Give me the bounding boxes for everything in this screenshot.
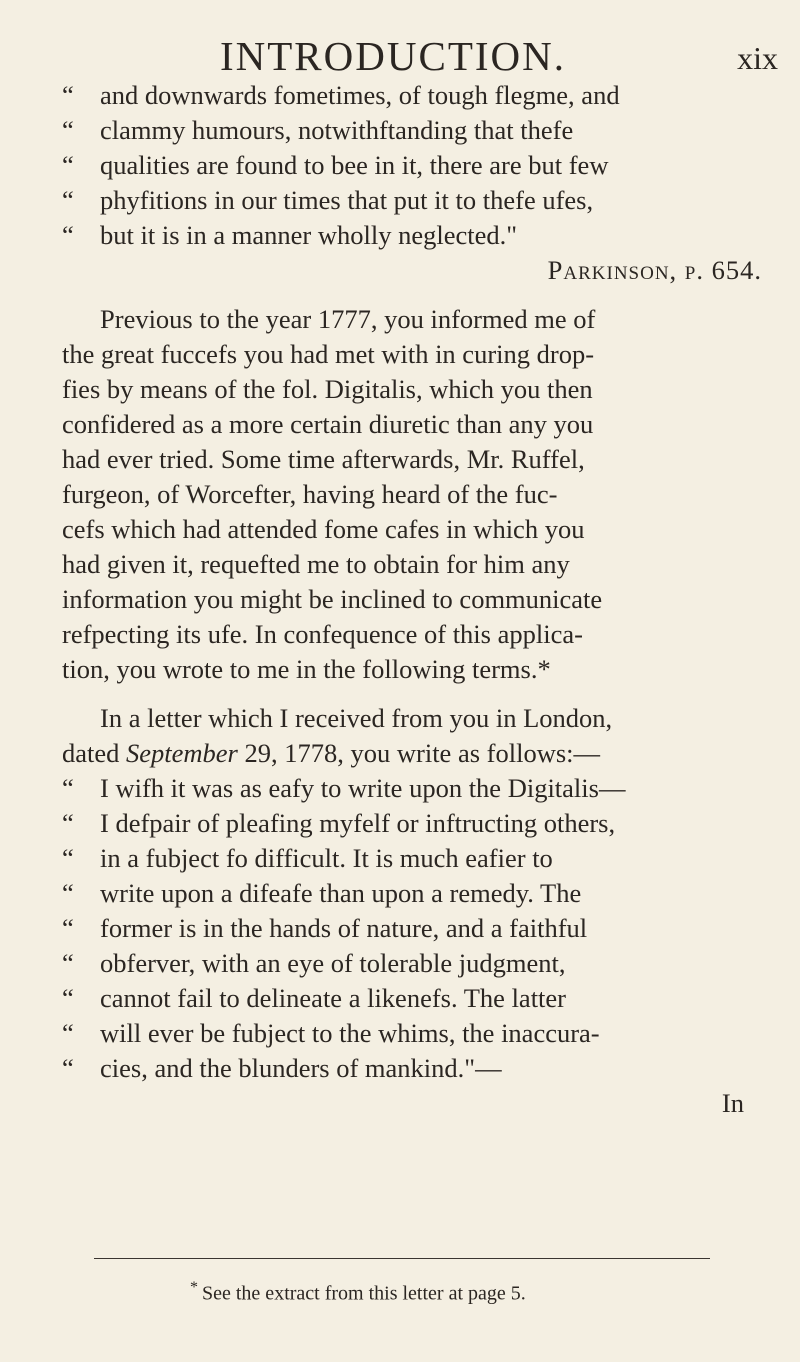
text-line: dated September 29, 1778, you write as follows:— — [62, 738, 601, 768]
text-line: the great fuccefs you had met with in curing drop- — [62, 339, 595, 369]
text-line: had ever tried. Some time afterwards, Mr. Ruffel, — [62, 444, 585, 474]
italic-date: September — [126, 738, 238, 768]
quote-line: “ qualities are found to bee in it, there are but few — [62, 150, 609, 180]
quote-attribution: Parkinson, p. 654. — [547, 255, 762, 285]
running-header — [60, 34, 800, 78]
quote-line: “ clammy humours, notwithftanding that thefe — [62, 115, 574, 145]
text-line: cefs which had attended fome cafes in which you — [62, 514, 585, 544]
quote-line: “ cies, and the blunders of mankind."— — [62, 1053, 502, 1083]
text-line: furgeon, of Worcefter, having heard of the fuc- — [62, 479, 558, 509]
quote-line: “ and downwards fometimes, of tough flegme, and — [62, 80, 620, 110]
paragraph — [62, 302, 790, 687]
quote-line: “ I defpair of pleafing myfelf or inftructing others, — [62, 808, 616, 838]
quote-line: “ phyfitions in our times that put it to thefe ufes, — [62, 185, 594, 215]
page-number: xix — [737, 40, 778, 76]
text-line: fies by means of the fol. Digitalis, which you then — [62, 374, 593, 404]
quote-line: “ obferver, with an eye of tolerable judgment, — [62, 948, 566, 978]
body-text — [62, 78, 790, 1121]
quote-line: “ write upon a difeafe than upon a remedy. The — [62, 878, 582, 908]
text-line: tion, you wrote to me in the following terms.* — [62, 654, 551, 684]
footnote-text: See the extract from this letter at page 5. — [202, 1282, 526, 1305]
footnote — [190, 1275, 750, 1307]
quote-line: “ former is in the hands of nature, and a faithful — [62, 913, 588, 943]
footnote-rule — [94, 1258, 710, 1259]
quote-line: “ but it is in a manner wholly neglected." — [62, 220, 518, 250]
catchword: In — [721, 1088, 744, 1118]
footnote-marker: * — [190, 1279, 198, 1296]
text-line: In a letter which I received from you in London, — [100, 703, 613, 733]
quote-line: “ cannot fail to delineate a likenefs. The latter — [62, 983, 567, 1013]
quote-line: “ will ever be fubject to the whims, the inaccura- — [62, 1018, 600, 1048]
page-title: INTRODUCTION. — [220, 33, 566, 79]
text-line: refpecting its ufe. In confequence of this applica- — [62, 619, 583, 649]
quote-line: “ I wifh it was as eafy to write upon the Digitalis— — [62, 773, 626, 803]
opening-quotation — [62, 78, 790, 288]
quote-line: “ in a fubject fo difficult. It is much eafier to — [62, 843, 553, 873]
text-line: confidered as a more certain diuretic than any you — [62, 409, 594, 439]
text-line: Previous to the year 1777, you informed me of — [100, 304, 596, 334]
paragraph — [62, 701, 790, 1086]
text-line: had given it, requefted me to obtain for him any — [62, 549, 570, 579]
text-line: information you might be inclined to communicate — [62, 584, 603, 614]
